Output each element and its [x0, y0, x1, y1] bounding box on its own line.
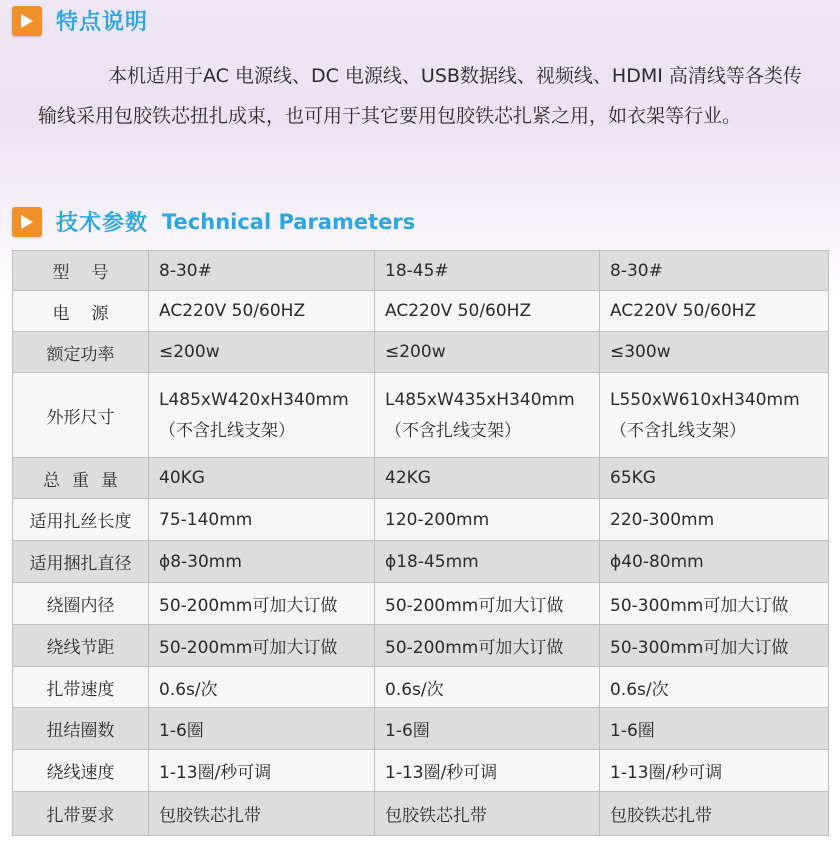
table-row — [13, 708, 829, 750]
param-value — [149, 625, 375, 667]
param-label-text: 扎带速度 — [46, 679, 115, 700]
param-value-text: 50-200mm可加大订做 — [159, 638, 338, 658]
param-value-text: AC220V 50/60HZ — [159, 301, 306, 321]
param-value-text: 1-13圈/秒可调 — [159, 763, 272, 783]
param-value — [149, 458, 375, 499]
param-value — [149, 373, 375, 458]
param-value — [149, 291, 375, 332]
param-value — [375, 667, 600, 708]
param-value — [375, 541, 600, 583]
table-row — [13, 458, 829, 499]
param-label — [13, 708, 149, 750]
param-value-text: ≤200w — [159, 342, 220, 362]
table-row — [13, 373, 829, 458]
param-value — [375, 458, 600, 499]
param-value — [600, 667, 829, 708]
param-value-note: （不含扎线支架） — [610, 420, 746, 441]
param-value-text: 包胶铁芯扎带 — [385, 806, 487, 826]
param-value-text: 42KG — [385, 468, 431, 488]
param-value-text: 1-6圈 — [610, 721, 655, 741]
param-value-text: 50-200mm可加大订做 — [159, 596, 338, 616]
param-label — [13, 291, 149, 332]
param-value — [600, 625, 829, 667]
param-label — [13, 750, 149, 792]
param-value — [375, 251, 600, 291]
param-label — [13, 373, 149, 458]
table-row — [13, 541, 829, 583]
param-value — [149, 750, 375, 792]
param-value-text: 0.6s/次 — [610, 679, 669, 700]
table-row — [13, 750, 829, 792]
param-value-text: 50-300mm可加大订做 — [610, 638, 789, 658]
param-value-text: 8-30# — [159, 260, 212, 281]
param-value — [375, 708, 600, 750]
param-value-text: 0.6s/次 — [385, 679, 444, 700]
param-value — [600, 458, 829, 499]
param-value-text: L550xW610xH340mm — [610, 389, 800, 410]
param-value — [600, 708, 829, 750]
param-label-text: 适用捆扎直径 — [29, 554, 132, 574]
param-value — [375, 291, 600, 332]
param-value — [600, 332, 829, 373]
param-value-text: ≤200w — [385, 342, 446, 362]
param-value — [375, 583, 600, 625]
param-value — [375, 499, 600, 541]
param-label-text: 扎带要求 — [46, 806, 115, 826]
play-arrow-icon — [12, 207, 42, 237]
param-value-note: （不含扎线支架） — [385, 420, 521, 441]
param-value — [375, 332, 600, 373]
param-value — [600, 251, 829, 291]
table-row — [13, 625, 829, 667]
param-label — [13, 625, 149, 667]
param-value-text: L485xW420xH340mm — [159, 389, 349, 410]
param-value — [149, 708, 375, 750]
features-description: 本机适用于AC 电源线、DC 电源线、USB数据线、视频线、HDMI 高清线等各类传输线采用包胶铁芯扭扎成束，也可用于其它要用包胶铁芯扎紧之用，如衣架等行业。 — [38, 65, 802, 127]
param-value-text: 75-140mm — [159, 509, 253, 530]
table-row — [13, 667, 829, 708]
param-value — [149, 667, 375, 708]
param-value-note: （不含扎线支架） — [159, 420, 295, 441]
param-value-text: 8-30# — [610, 260, 663, 281]
param-value-text: ɸ18-45mm — [385, 551, 479, 572]
param-value-text: ≤300w — [610, 342, 671, 362]
section-header-features — [12, 5, 148, 36]
param-value-text: AC220V 50/60HZ — [610, 301, 757, 321]
features-title: 特点说明 — [56, 10, 149, 35]
param-value-text: ɸ8-30mm — [159, 551, 242, 572]
param-value-text: 50-300mm可加大订做 — [610, 596, 789, 616]
param-label-text: 总重量 — [43, 470, 130, 491]
param-label-text: 额定功率 — [46, 344, 115, 365]
param-value — [149, 541, 375, 583]
param-value — [600, 541, 829, 583]
param-label — [13, 458, 149, 499]
param-value — [149, 583, 375, 625]
param-value — [600, 750, 829, 792]
param-value-text: 1-6圈 — [385, 721, 430, 741]
table-row — [13, 792, 829, 836]
param-value-text: 1-13圈/秒可调 — [385, 763, 498, 783]
params-title: 技术参数 — [56, 211, 149, 236]
param-value — [149, 251, 375, 291]
param-label — [13, 499, 149, 541]
param-value-text: 包胶铁芯扎带 — [159, 806, 261, 826]
table-row — [13, 332, 829, 373]
table-row — [13, 251, 829, 291]
param-label-text: 型号 — [52, 263, 131, 283]
play-arrow-icon — [12, 6, 42, 36]
param-value-text: 40KG — [159, 468, 205, 488]
table-row — [13, 583, 829, 625]
param-value-text: 1-6圈 — [159, 721, 204, 741]
param-value-text: 18-45# — [385, 260, 449, 281]
table-row — [13, 291, 829, 332]
param-value — [375, 625, 600, 667]
param-value — [149, 332, 375, 373]
param-value-text: 120-200mm — [385, 509, 490, 530]
param-value — [375, 792, 600, 836]
param-label-text: 绕圈内径 — [46, 596, 115, 616]
param-label — [13, 541, 149, 583]
param-value — [149, 792, 375, 836]
param-value-text: L485xW435xH340mm — [385, 389, 575, 410]
section-header-params — [12, 206, 415, 237]
param-value — [600, 583, 829, 625]
param-value — [600, 373, 829, 458]
param-value-text: 0.6s/次 — [159, 679, 218, 700]
param-label — [13, 332, 149, 373]
table-row — [13, 499, 829, 541]
param-value-text: 65KG — [610, 468, 656, 488]
param-label-text: 适用扎丝长度 — [29, 512, 132, 532]
param-value-text: 50-200mm可加大订做 — [385, 596, 564, 616]
param-value-text: ɸ40-80mm — [610, 551, 704, 572]
param-value-text: 包胶铁芯扎带 — [610, 806, 712, 826]
param-label-text: 外形尺寸 — [46, 407, 115, 428]
param-value-text: 220-300mm — [610, 509, 715, 530]
param-value-text: 50-200mm可加大订做 — [385, 638, 564, 658]
param-label-text: 绕线速度 — [46, 763, 115, 783]
param-value — [375, 750, 600, 792]
param-value-text: 1-13圈/秒可调 — [610, 763, 723, 783]
param-label-text: 电源 — [52, 303, 131, 324]
param-value — [149, 499, 375, 541]
param-label — [13, 667, 149, 708]
param-value-text: AC220V 50/60HZ — [385, 301, 532, 321]
params-subtitle: Technical Parameters — [162, 209, 416, 234]
param-label — [13, 792, 149, 836]
param-label-text: 扭结圈数 — [46, 721, 115, 741]
param-value — [375, 373, 600, 458]
param-value — [600, 499, 829, 541]
param-value — [600, 792, 829, 836]
param-label — [13, 251, 149, 291]
param-value — [600, 291, 829, 332]
technical-parameters-table — [12, 250, 829, 836]
param-label — [13, 583, 149, 625]
param-label-text: 绕线节距 — [46, 638, 115, 658]
